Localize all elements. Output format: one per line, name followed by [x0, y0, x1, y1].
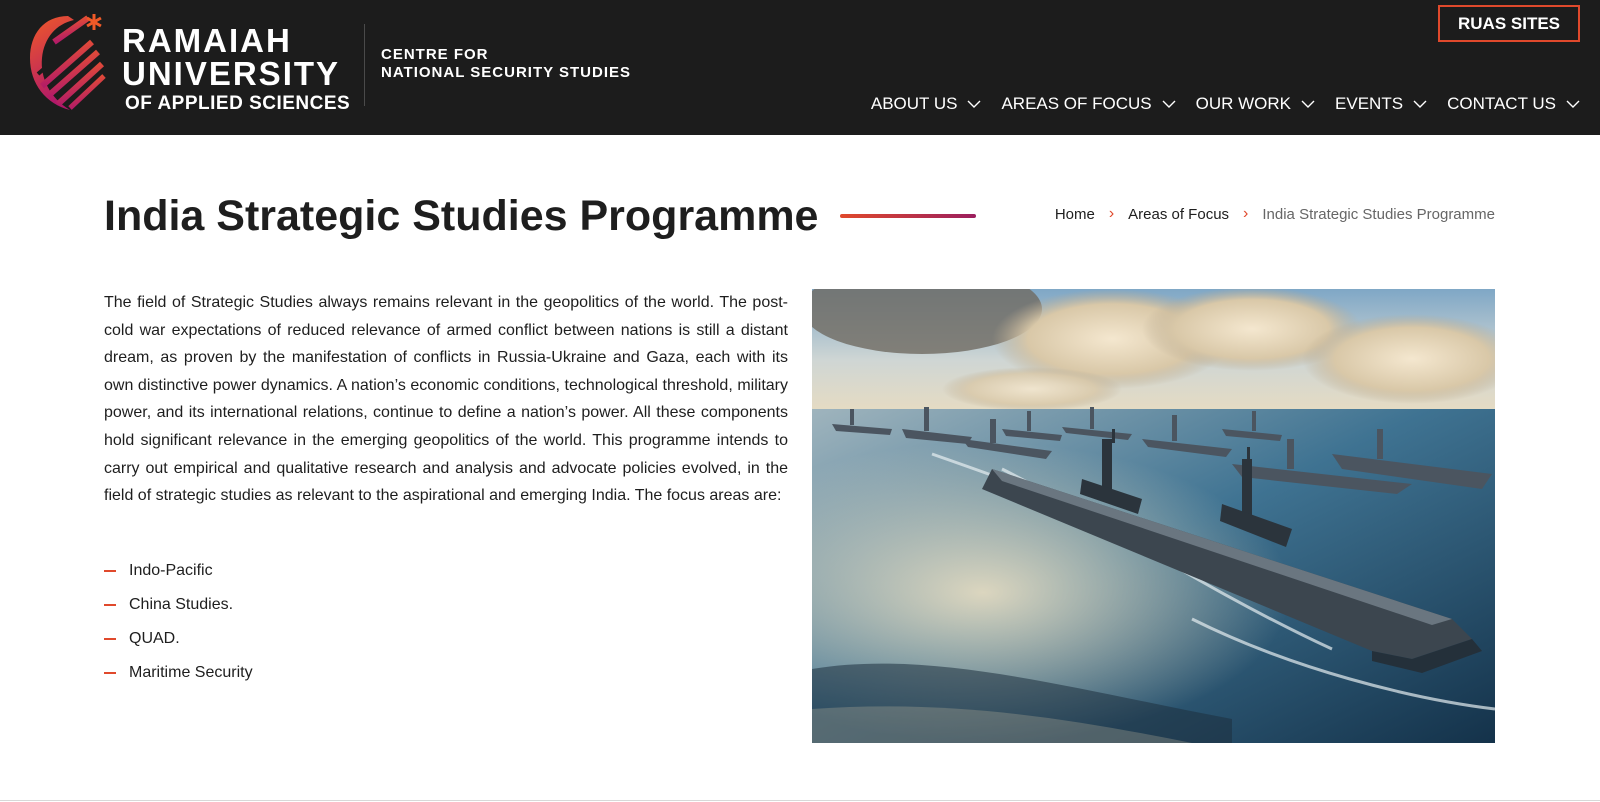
header-divider — [364, 24, 365, 106]
ramaiah-logo-icon[interactable] — [28, 12, 108, 112]
page-title: India Strategic Studies Programme — [104, 192, 819, 240]
nav-item-label: OUR WORK — [1195, 94, 1292, 113]
nav-item-areas-of-focus[interactable] — [1001, 94, 1175, 114]
nav-item-about-us[interactable] — [871, 94, 982, 114]
chevron-down-icon — [1301, 100, 1315, 109]
nav-item-label: ABOUT US — [870, 94, 958, 113]
university-name-line3: OF APPLIED SCIENCES — [125, 93, 351, 114]
centre-name-line2: NATIONAL SECURITY STUDIES — [381, 64, 632, 81]
ruas-sites-button[interactable]: RUAS SITES — [1438, 5, 1580, 42]
university-name-line2: UNIVERSITY — [122, 55, 341, 92]
chevron-right-icon: › — [1243, 205, 1249, 222]
breadcrumb — [1055, 205, 1495, 223]
page-bottom-rule — [0, 800, 1600, 801]
naval-fleet-illustration — [812, 289, 1495, 743]
site-header — [0, 0, 1600, 135]
dash-icon — [104, 604, 116, 606]
title-accent-line — [840, 214, 976, 218]
focus-area-label: Maritime Security — [129, 664, 253, 681]
nav-item-label: EVENTS — [1335, 94, 1404, 113]
list-item — [104, 554, 253, 588]
centre-name — [381, 46, 631, 82]
nav-item-our-work[interactable] — [1196, 94, 1315, 114]
chevron-down-icon — [1566, 100, 1580, 109]
chevron-down-icon — [1162, 100, 1176, 109]
chevron-down-icon — [967, 100, 981, 109]
intro-paragraph: The field of Strategic Studies always remains relevant in the geopolitics of the world. The post-cold war expectations of reduced relevance of armed conflict between nations is still a distant dream, as proven by the manifestation of conflicts in Russia-Ukraine and Gaza, each with its own distinctive power dynamics. A nation’s economic conditions, technological threshold, military power, and its international relations, continue to define a nation’s power. All these components hold significant relevance in the emerging geopolitics of the world. This programme intends to carry out empirical and qualitative research and analysis and advocate policies evolved, in the field of strategic studies as relevant to the aspirational and emerging India. The focus areas are: — [104, 294, 788, 505]
breadcrumb-current: India Strategic Studies Programme — [1262, 205, 1495, 223]
breadcrumb-home[interactable]: Home — [1054, 205, 1095, 223]
nav-item-events[interactable] — [1335, 94, 1427, 114]
list-item — [104, 656, 253, 690]
breadcrumb-areas-of-focus[interactable]: Areas of Focus — [1128, 205, 1230, 223]
nav-item-label: CONTACT US — [1447, 94, 1556, 113]
dash-icon — [104, 570, 116, 572]
chevron-right-icon: › — [1108, 205, 1115, 222]
chevron-down-icon — [1413, 100, 1427, 109]
centre-name-line1: CENTRE FOR — [381, 46, 489, 63]
list-item — [104, 622, 253, 656]
focus-areas-list — [104, 554, 253, 690]
warships-hero-image — [812, 289, 1495, 743]
university-name[interactable] — [122, 24, 350, 115]
list-item — [104, 588, 253, 622]
dash-icon — [104, 638, 116, 640]
nav-item-label: AREAS OF FOCUS — [1001, 94, 1152, 113]
university-name-line1: RAMAIAH — [122, 22, 292, 59]
nav-item-contact-us[interactable] — [1447, 94, 1580, 114]
focus-area-label: China Studies. — [129, 596, 234, 613]
main-nav — [871, 94, 1580, 114]
dash-icon — [104, 672, 116, 674]
focus-area-label: Indo-Pacific — [129, 562, 213, 579]
focus-area-label: QUAD. — [129, 630, 180, 647]
